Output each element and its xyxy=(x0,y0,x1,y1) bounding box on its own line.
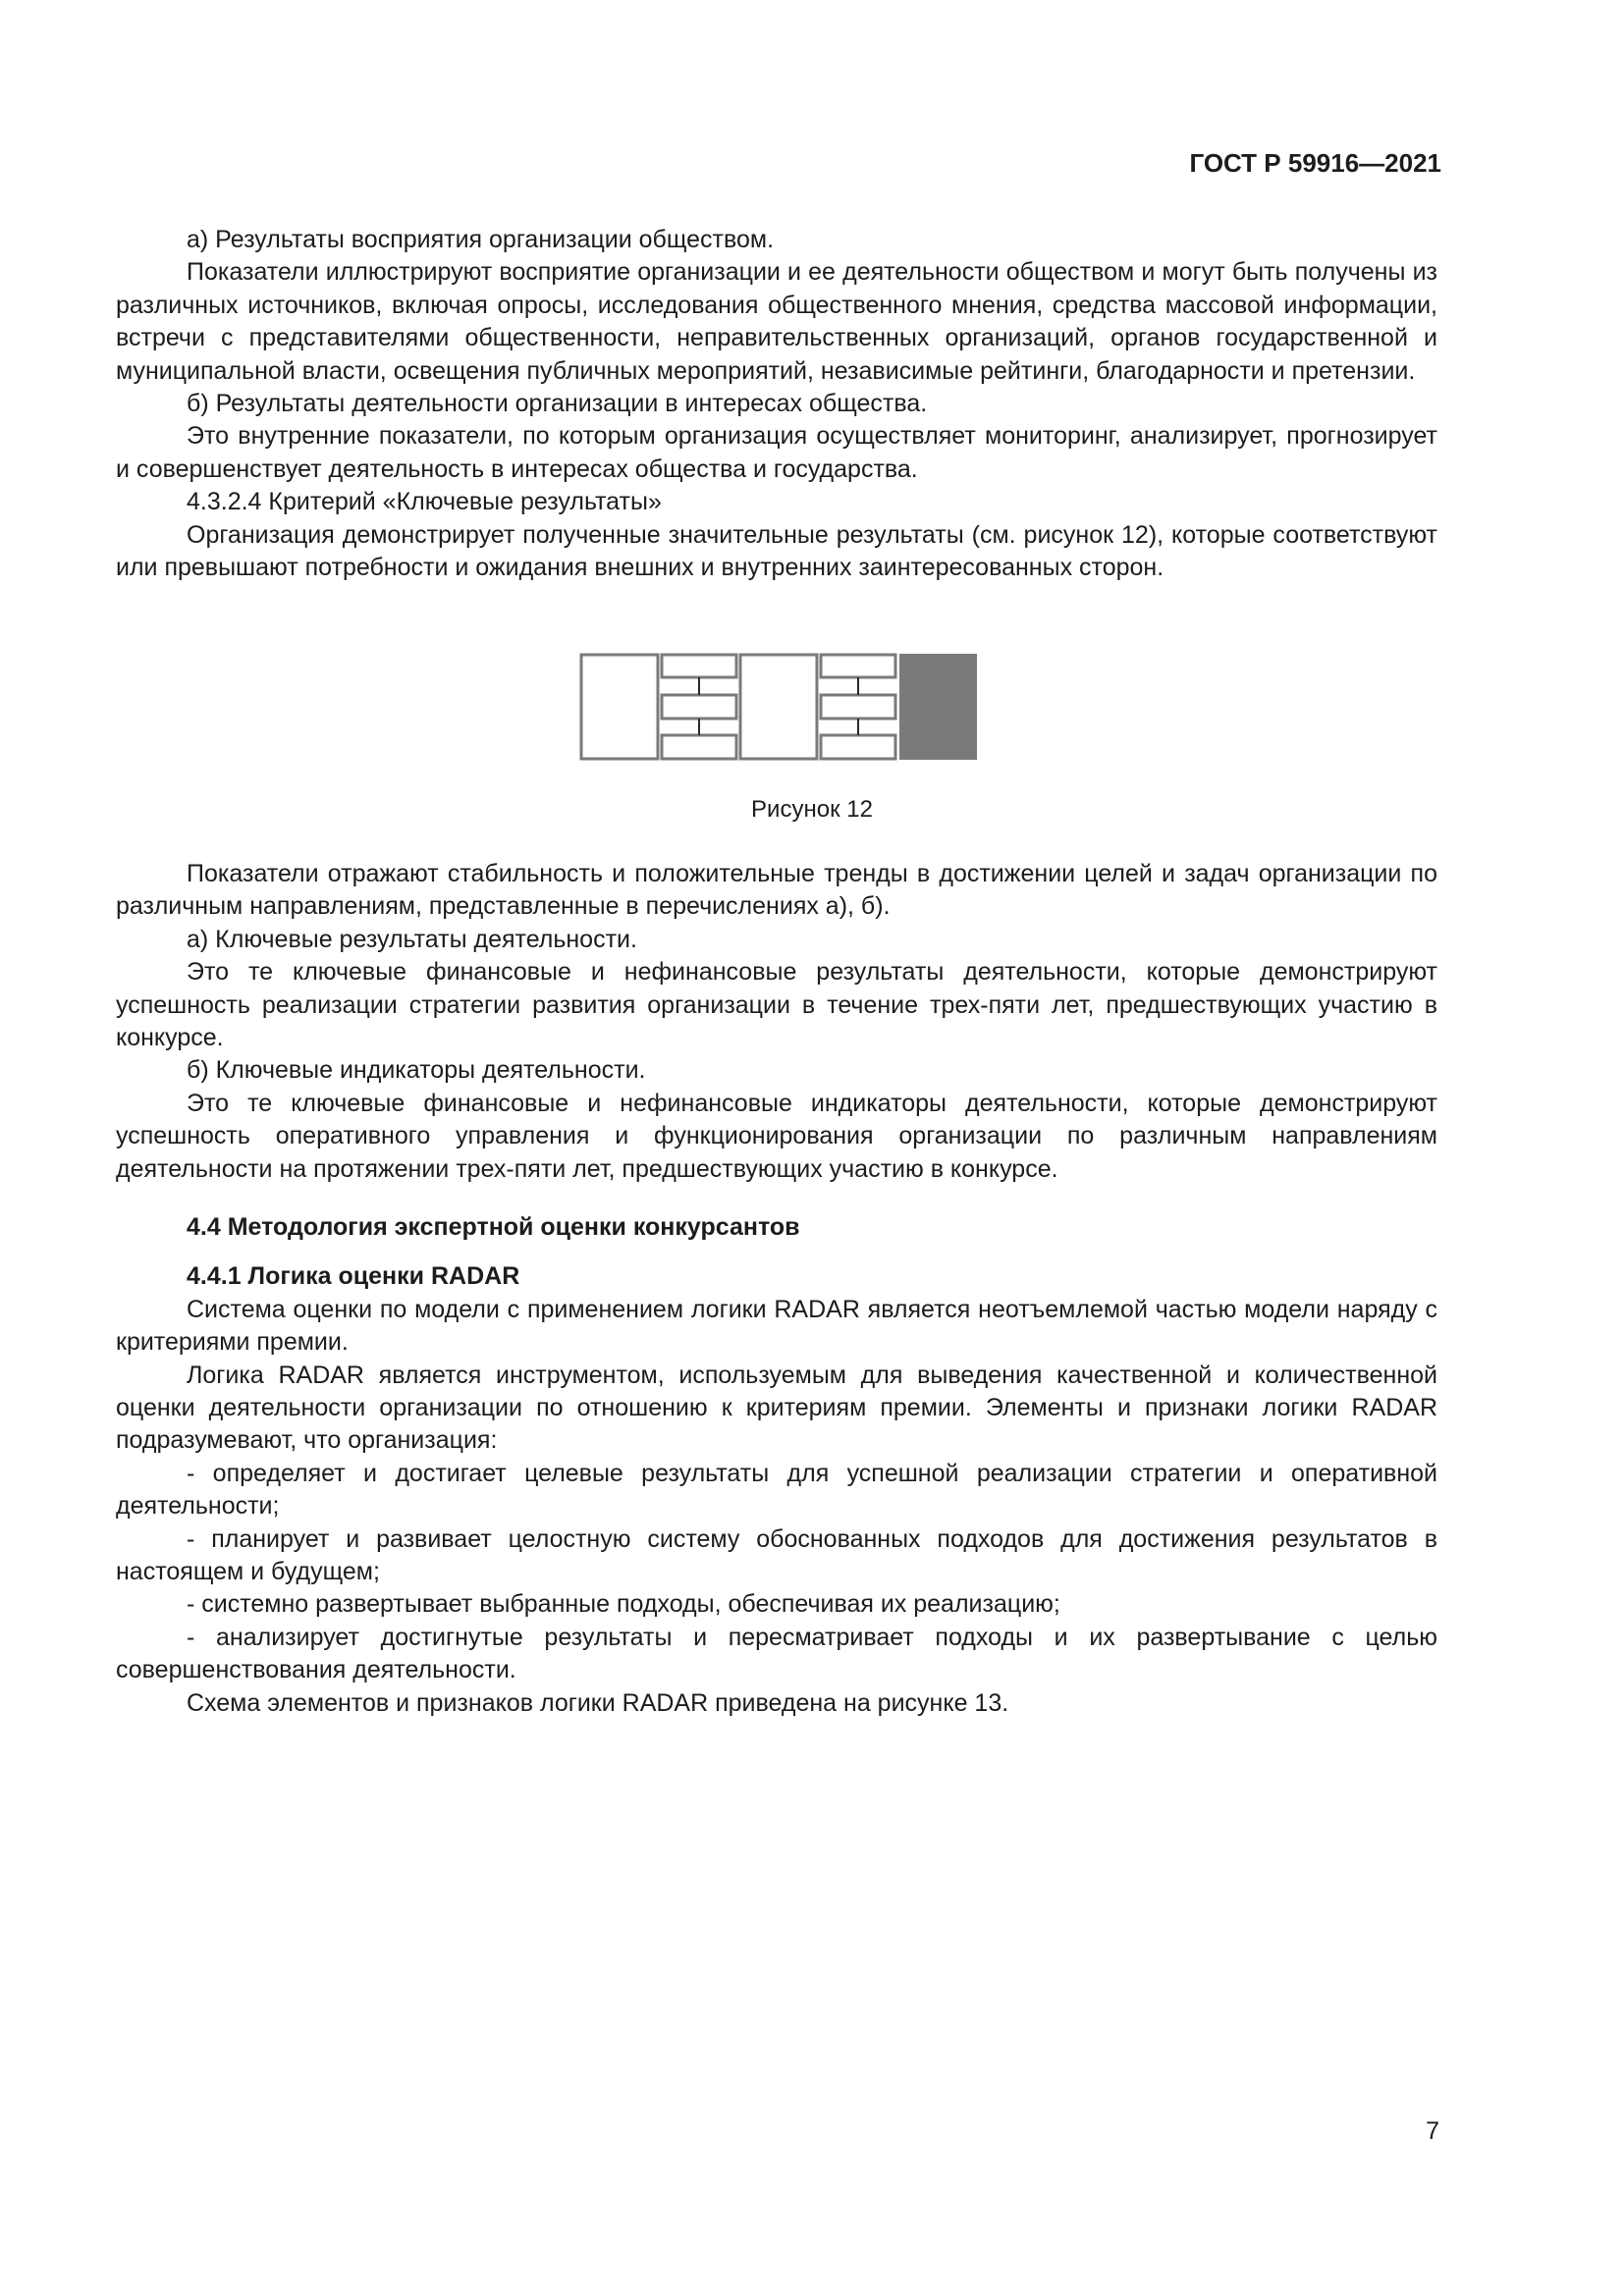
paragraph: а) Результаты восприятия организации обществом. xyxy=(187,226,775,253)
figure-box-small xyxy=(821,735,895,759)
list-item: - определяет и достигает целевые результаты для успешной реализации стратегии и оперативной деятельности; xyxy=(116,1459,1437,1521)
document-header: ГОСТ Р 59916—2021 xyxy=(1189,148,1441,178)
paragraph: б) Ключевые индикаторы деятельности. xyxy=(187,1056,646,1085)
figure-12-diagram xyxy=(579,653,978,761)
list-item: - планирует и развивает целостную систему обоснованных подходов для достижения результатов в настоящем и будущем; xyxy=(116,1524,1437,1586)
paragraph: Система оценки по модели с применением логики RADAR является неотъемлемой частью модели наряду с критериями премии. xyxy=(116,1295,1437,1357)
list-item: - системно развертывает выбранные подходы, обеспечивая их реализацию; xyxy=(187,1590,1060,1619)
paragraph: а) Ключевые результаты деятельности. xyxy=(187,925,637,953)
figure-box-small xyxy=(821,695,895,719)
list-item: - анализирует достигнутые результаты и пересматривает подходы и их развертывание с целью совершенствования деятельности. xyxy=(116,1623,1437,1684)
paragraph: Показатели иллюстрируют восприятие организации и ее деятельности обществом и могут быть получены из различных источников, включая опросы, исследования общественного мнения, средства массовой информации, встречи с представителями общественности, неправительственных организаций, органов государственной и муниципальной власти, освещения публичных мероприятий, независимые рейтинги, благодарности и претензии. xyxy=(116,258,1437,385)
paragraph: Схема элементов и признаков логики RADAR приведена на рисунке 13. xyxy=(187,1688,1009,1717)
figure-box-left xyxy=(581,655,658,759)
text-block-3 xyxy=(116,1211,1437,1720)
section-heading-4-4-1: 4.4.1 Логика оценки RADAR xyxy=(187,1262,520,1291)
paragraph: Это те ключевые финансовые и нефинансовые индикаторы деятельности, которые демонстрируют успешность оперативного управления и функционирования организации по различным направлениям деятельности на протяжении трех-пяти лет, предшествующих участию в конкурсе. xyxy=(116,1089,1437,1183)
figure-box-small xyxy=(662,695,736,719)
paragraph: Это те ключевые финансовые и нефинансовые результаты деятельности, которые демонстрируют успешность реализации стратегии развития организации в течение трех-пяти лет, предшествующих участию в конкурсе. xyxy=(116,958,1437,1052)
text-block-2 xyxy=(116,858,1437,1186)
section-heading: 4.3.2.4 Критерий «Ключевые результаты» xyxy=(187,488,662,516)
paragraph: Это внутренние показатели, по которым организация осуществляет мониторинг, анализирует, прогнозирует и совершенствует деятельность в интересах общества и государства. xyxy=(116,422,1437,483)
paragraph: Логика RADAR является инструментом, используемым для выведения качественной и количественной оценки деятельности организации по отношению к критериям премии. Элементы и признаки логики RADAR подразумевают, что организация: xyxy=(116,1361,1437,1455)
page-number: 7 xyxy=(1426,2117,1439,2145)
figure-box-small xyxy=(821,655,895,677)
figure-box-middle xyxy=(740,655,817,759)
paragraph: б) Результаты деятельности организации в интересах общества. xyxy=(187,390,928,418)
section-heading-4-4: 4.4 Методология экспертной оценки конкурсантов xyxy=(187,1213,800,1241)
figure-box-small xyxy=(662,735,736,759)
figure-box-results-filled xyxy=(899,654,977,760)
figure-caption: Рисунок 12 xyxy=(751,796,873,823)
figure-box-small xyxy=(662,655,736,677)
text-block-1 xyxy=(116,224,1437,584)
paragraph: Организация демонстрирует полученные значительные результаты (см. рисунок 12), которые соответствуют или превышают потребности и ожидания внешних и внутренних заинтересованных сторон. xyxy=(116,520,1437,582)
paragraph: Показатели отражают стабильность и положительные тренды в достижении целей и задач организации по различным направлениям, представленные в перечислениях а), б). xyxy=(116,860,1437,921)
